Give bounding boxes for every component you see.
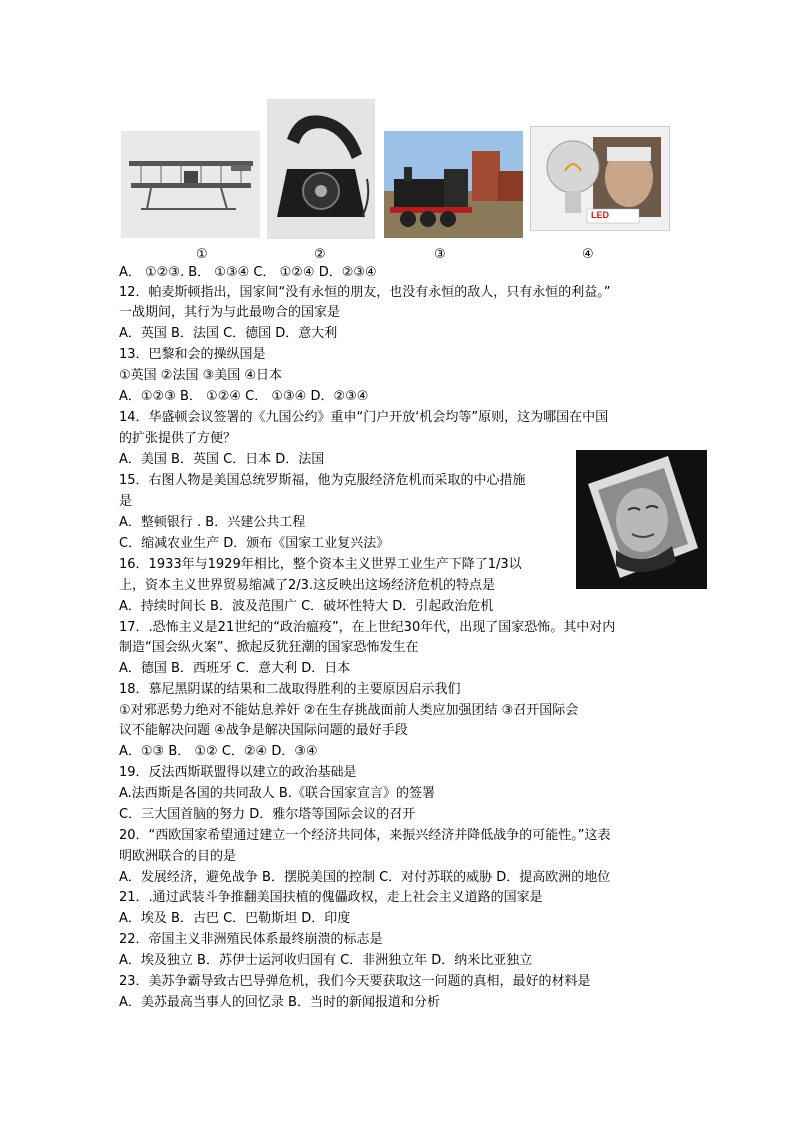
q21-options: A．埃及 B．古巴 C．巴勒斯坦 D．印度 xyxy=(119,911,351,926)
q18-items-1: ①对邪恶势力绝对不能姑息养奸 ②在生存挑战面前人类应加强团结 ③召开国际会 xyxy=(119,703,579,718)
q15-options-cd: C．缩减农业生产 D．颁布《国家工业复兴法》 xyxy=(119,536,390,551)
biplane-photo xyxy=(121,131,260,238)
q19-stem: 19．反法西斯联盟得以建立的政治基础是 xyxy=(119,765,357,780)
q23-stem: 23．美苏争霸导致古巴导弹危机，我们今天要获取这一问题的真相，最好的材料是 xyxy=(119,974,591,989)
q18-items-2: 议不能解决问题 ④战争是解决国际问题的最好手段 xyxy=(119,723,408,738)
q22-stem: 22．帝国主义非洲殖民体系最终崩溃的标志是 xyxy=(119,932,383,947)
q16-stem-2: 上，资本主义世界贸易缩减了2/3.这反映出这场经济危机的特点是 xyxy=(119,578,496,593)
q20-stem-1: 20．“西欧国家希望通过建立一个经济共同体，来振兴经济并降低战争的可能性。”这表 xyxy=(119,828,611,843)
q21-stem: 21．.通过武装斗争推翻美国扶植的傀儡政权，走上社会主义道路的国家是 xyxy=(119,890,543,905)
q20-options: A．发展经济，避免战争 B．摆脱美国的控制 C．对付苏联的威胁 D．提高欧洲的地位 xyxy=(119,870,611,885)
picture-label-1: ① xyxy=(196,247,208,262)
q17-stem-2: 制造“国会纵火案”、掀起反犹狂潮的国家恐怖发生在 xyxy=(119,640,419,655)
q19-options-ab: A.法西斯是各国的共同敌人 B.《联合国家宣言》的签署 xyxy=(119,786,435,801)
q14-options: A．美国 B．英国 C．日本 D．法国 xyxy=(119,452,325,467)
q14-stem-1: 14．华盛顿会议签署的《九国公约》重申“门户开放‘机会均等”原则，这为哪国在中国 xyxy=(119,410,609,425)
q16-stem-1: 16．1933年与1929年相比，整个资本主义世界工业生产下降了1/3以 xyxy=(119,557,522,572)
q22-options: A．埃及独立 B．苏伊士运河收归国有 C．非洲独立年 D．纳米比亚独立 xyxy=(119,953,533,968)
q13-items: ①英国 ②法国 ③美国 ④日本 xyxy=(119,368,283,383)
q20-stem-2: 明欧洲联合的目的是 xyxy=(119,849,237,864)
q16-options: A．持续时间长 B．波及范围广 C．破坏性特大 D．引起政治危机 xyxy=(119,599,494,614)
q17-stem-1: 17．.恐怖主义是21世纪的“政治瘟疫”，在上世纪30年代，出现了国家恐怖。其中对内 xyxy=(119,620,616,635)
q15-stem-2: 是 xyxy=(119,494,133,509)
q12-stem-2: 一战期间，其行为与此最吻合的国家是 xyxy=(119,305,341,320)
q18-options: A．①③ B． ①② C．②④ D．③④ xyxy=(119,744,318,759)
edison-bulb-photo xyxy=(530,126,670,231)
telephone-photo xyxy=(267,99,375,239)
picture-label-4: ④ xyxy=(582,247,594,262)
q13-options: A．①②③ B． ①②④ C． ①③④ D．②③④ xyxy=(119,389,369,404)
roosevelt-photo xyxy=(576,450,707,589)
q15-stem-1: 15．右图人物是美国总统罗斯福，他为克服经济危机而采取的中心措施 xyxy=(119,473,526,488)
q13-stem: 13．巴黎和会的操纵国是 xyxy=(119,347,266,362)
q12-options: A．英国 B．法国 C．德国 D．意大利 xyxy=(119,326,338,341)
picture-label-3: ③ xyxy=(434,247,446,262)
q14-stem-2: 的扩张提供了方便？ xyxy=(119,431,237,446)
q15-options-ab: A．整顿银行 . B．兴建公共工程 xyxy=(119,515,306,530)
q11-options: A． ①②③. B． ①③④ C． ①②④ D．②③④ xyxy=(119,265,377,280)
q19-options-cd: C．三大国首脑的努力 D．雅尔塔等国际会议的召开 xyxy=(119,807,416,822)
q17-options: A．德国 B．西班牙 C．意大利 D．日本 xyxy=(119,661,351,676)
q12-stem-1: 12．帕麦斯顿指出，国家间“没有永恒的朋友，也没有永恒的敌人，只有永恒的利益。” xyxy=(119,285,611,300)
locomotive-photo xyxy=(384,131,523,238)
logo-text: LED xyxy=(591,210,609,220)
q18-stem: 18．慕尼黑阴谋的结果和二战取得胜利的主要原因启示我们 xyxy=(119,682,461,697)
q23-options: A．美苏最高当事人的回忆录 B．当时的新闻报道和分析 xyxy=(119,995,440,1010)
picture-label-2: ② xyxy=(314,247,326,262)
